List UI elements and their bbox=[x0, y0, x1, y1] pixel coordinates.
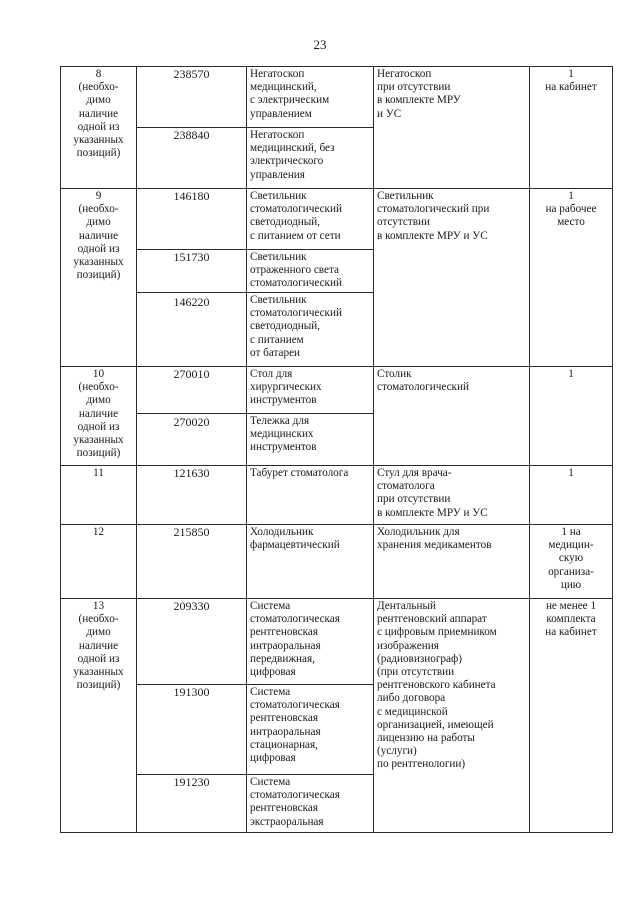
table-row bbox=[61, 599, 613, 685]
equipment-requirement: Дентальный рентгеновский аппарат с цифровым приемником изображения (радиовизиограф) (при отсутствии рентгеновского кабинета либо договора с медицинской организацией, имеющей лицензию на работы (услуги) по рентгенологии) bbox=[374, 599, 530, 833]
equipment-name: Табурет стоматолога bbox=[247, 466, 374, 525]
equipment-code: 270020 bbox=[137, 414, 247, 466]
equipment-requirement: Негатоскоп при отсутствии в комплекте МРУ и УС bbox=[374, 67, 530, 189]
table-row bbox=[61, 525, 613, 599]
equipment-name: Негатоскоп медицинский, с электрическим управлением bbox=[247, 67, 374, 128]
equipment-quantity: 1 на рабочее место bbox=[530, 189, 613, 367]
equipment-name: Негатоскоп медицинский, без электрического управления bbox=[247, 128, 374, 189]
equipment-quantity: 1 bbox=[530, 466, 613, 525]
equipment-code: 146220 bbox=[137, 293, 247, 367]
equipment-code: 151730 bbox=[137, 250, 247, 293]
equipment-requirement: Столик стоматологический bbox=[374, 367, 530, 466]
equipment-name: Светильник стоматологический светодиодный, с питанием от батареи bbox=[247, 293, 374, 367]
page-number: 23 bbox=[313, 37, 327, 52]
equipment-name: Система стоматологическая рентгеновская интраоральная передвижная, цифровая bbox=[247, 599, 374, 685]
equipment-code: 209330 bbox=[137, 599, 247, 685]
equipment-code: 215850 bbox=[137, 525, 247, 599]
equipment-name: Светильник стоматологический светодиодный, с питанием от сети bbox=[247, 189, 374, 250]
equipment-quantity: 1 на кабинет bbox=[530, 67, 613, 189]
equipment-code: 238840 bbox=[137, 128, 247, 189]
equipment-requirement: Стул для врача- стоматолога при отсутствии в комплекте МРУ и УС bbox=[374, 466, 530, 525]
equipment-code: 191230 bbox=[137, 775, 247, 833]
position-number: 12 bbox=[61, 525, 137, 599]
position-number: 8 (необхо- димо наличие одной из указанных позиций) bbox=[61, 67, 137, 189]
equipment-code: 191300 bbox=[137, 685, 247, 775]
position-number: 11 bbox=[61, 466, 137, 525]
table-row bbox=[61, 466, 613, 525]
equipment-code: 121630 bbox=[137, 466, 247, 525]
equipment-table bbox=[60, 66, 613, 833]
position-number: 9 (необхо- димо наличие одной из указанных позиций) bbox=[61, 189, 137, 367]
equipment-code: 270010 bbox=[137, 367, 247, 414]
equipment-requirement: Холодильник для хранения медикаментов bbox=[374, 525, 530, 599]
equipment-name: Тележка для медицинских инструментов bbox=[247, 414, 374, 466]
equipment-name: Стол для хирургических инструментов bbox=[247, 367, 374, 414]
equipment-quantity: 1 на медицин- скую организа- цию bbox=[530, 525, 613, 599]
position-number: 13 (необхо- димо наличие одной из указанных позиций) bbox=[61, 599, 137, 833]
equipment-name: Система стоматологическая рентгеновская экстраоральная bbox=[247, 775, 374, 833]
equipment-quantity: не менее 1 комплекта на кабинет bbox=[530, 599, 613, 833]
table-row bbox=[61, 189, 613, 250]
position-number: 10 (необхо- димо наличие одной из указанных позиций) bbox=[61, 367, 137, 466]
equipment-quantity: 1 bbox=[530, 367, 613, 466]
table-row bbox=[61, 67, 613, 128]
equipment-code: 238570 bbox=[137, 67, 247, 128]
equipment-code: 146180 bbox=[137, 189, 247, 250]
table-row bbox=[61, 367, 613, 414]
equipment-requirement: Светильник стоматологический при отсутствии в комплекте МРУ и УС bbox=[374, 189, 530, 367]
equipment-name: Система стоматологическая рентгеновская интраоральная стационарная, цифровая bbox=[247, 685, 374, 775]
equipment-name: Светильник отраженного света стоматологический bbox=[247, 250, 374, 293]
equipment-name: Холодильник фармацевтический bbox=[247, 525, 374, 599]
